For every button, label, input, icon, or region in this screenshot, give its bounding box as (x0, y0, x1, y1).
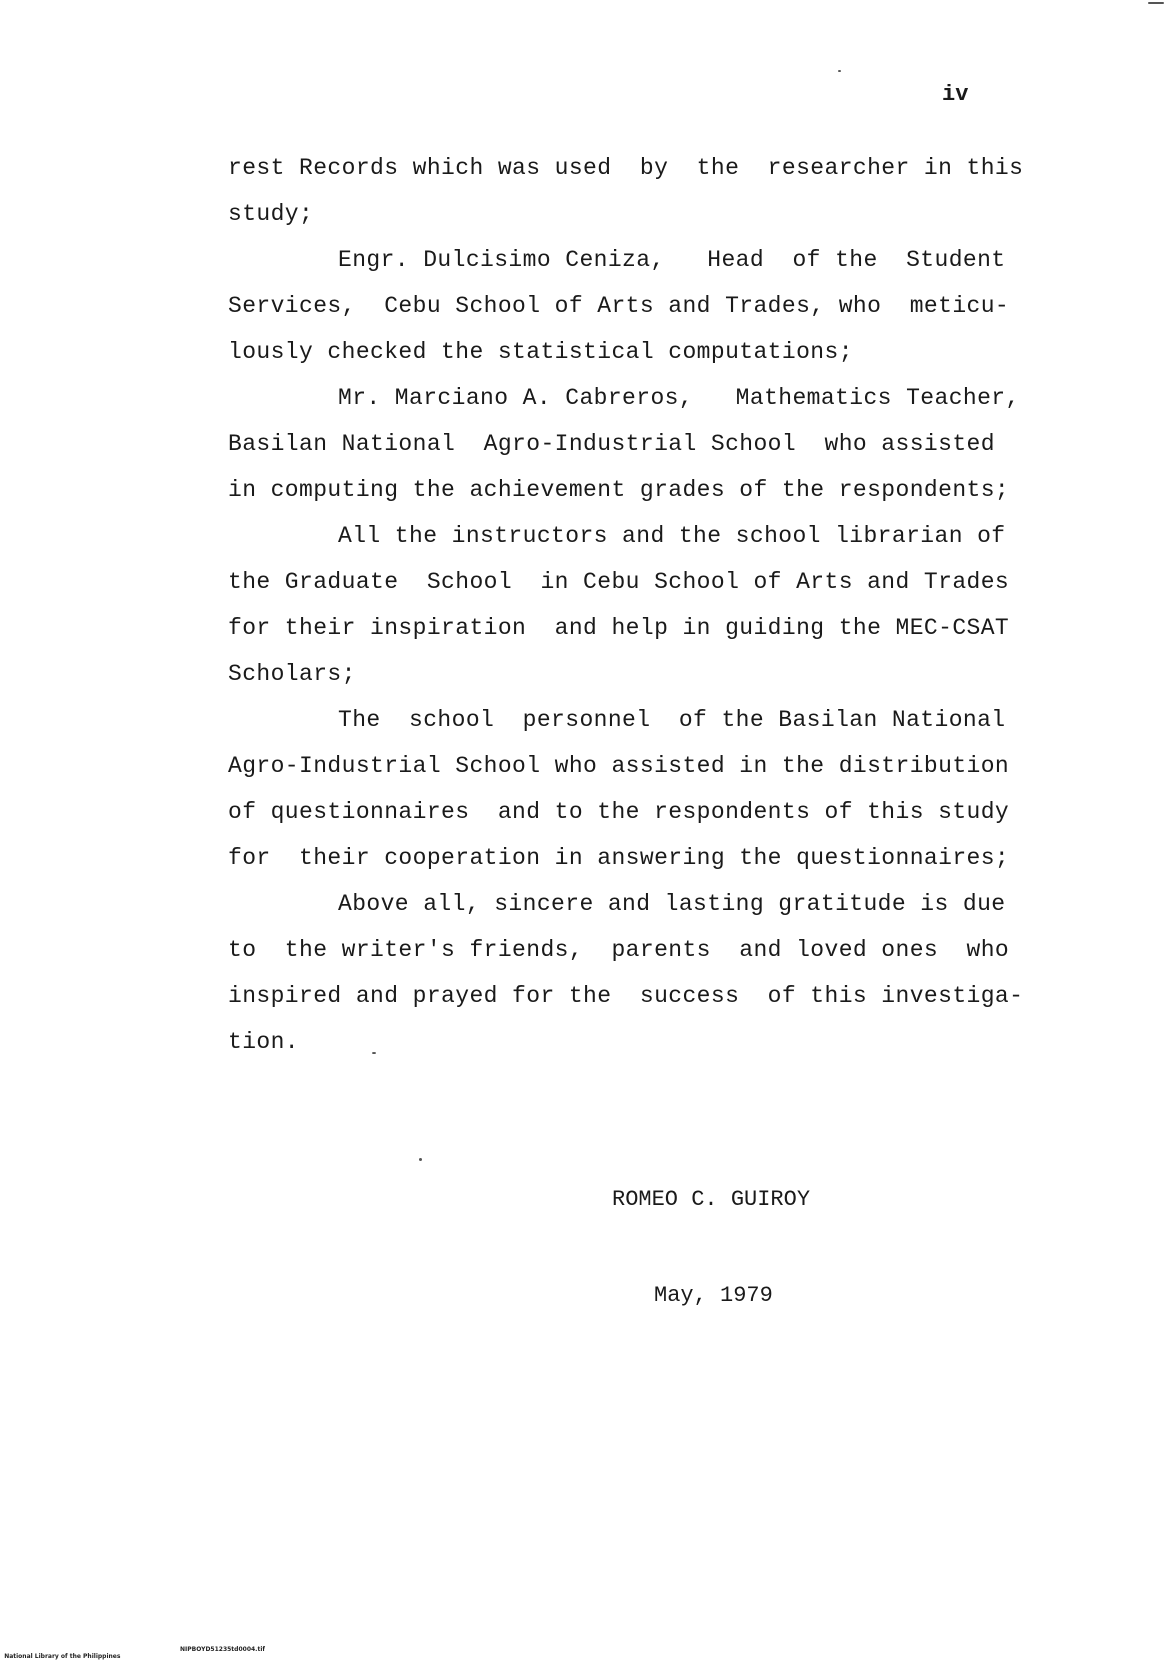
text-line: Basilan National Agro-Industrial School who assisted (228, 431, 995, 457)
text-line: of questionnaires and to the respondents of this study (228, 799, 1010, 825)
text-line: for their inspiration and help in guiding the MEC-CSAT (228, 615, 1010, 641)
scan-speck (372, 1052, 376, 1054)
text-line: Scholars; (228, 661, 356, 687)
scan-footer (0, 1646, 265, 1667)
text-line: inspired and prayed for the success of this investiga- (228, 983, 1024, 1009)
text-line: to the writer's friends, parents and loved ones who (228, 937, 1010, 963)
image-code: NIPBOYD51235td0004.tif (180, 1646, 265, 1653)
text-line: Agro-Industrial School who assisted in the distribution (228, 753, 1010, 779)
author-name: ROMEO C. GUIROY (612, 1187, 811, 1212)
scan-speck (838, 70, 841, 72)
signature-date: May, 1979 (654, 1283, 773, 1308)
text-line: Above all, sincere and lasting gratitude is due (338, 891, 1006, 917)
text-line: tion. (228, 1029, 300, 1055)
text-line: Mr. Marciano A. Cabreros, Mathematics Teacher, (338, 385, 1020, 411)
text-line: Engr. Dulcisimo Ceniza, Head of the Student (338, 247, 1006, 273)
scan-speck (1148, 2, 1164, 4)
text-line: in computing the achievement grades of the respondents; (228, 477, 1010, 503)
text-line: All the instructors and the school librarian of (338, 523, 1006, 549)
library-credit: National Library of the Philippines (4, 1653, 121, 1660)
text-line: the Graduate School in Cebu School of Arts and Trades (228, 569, 1010, 595)
signature-block (612, 1127, 810, 1344)
scan-speck (419, 1158, 422, 1161)
text-line: The school personnel of the Basilan National (338, 707, 1006, 733)
text-line: rest Records which was used by the researcher in this (228, 155, 1024, 181)
text-line: lously checked the statistical computations; (228, 339, 853, 365)
acknowledgment-body (228, 145, 1038, 1065)
page-number: iv (942, 82, 969, 107)
text-line: Services, Cebu School of Arts and Trades, who meticu- (228, 293, 1010, 319)
text-line: study; (228, 201, 314, 227)
text-line: for their cooperation in answering the questionnaires; (228, 845, 1010, 871)
